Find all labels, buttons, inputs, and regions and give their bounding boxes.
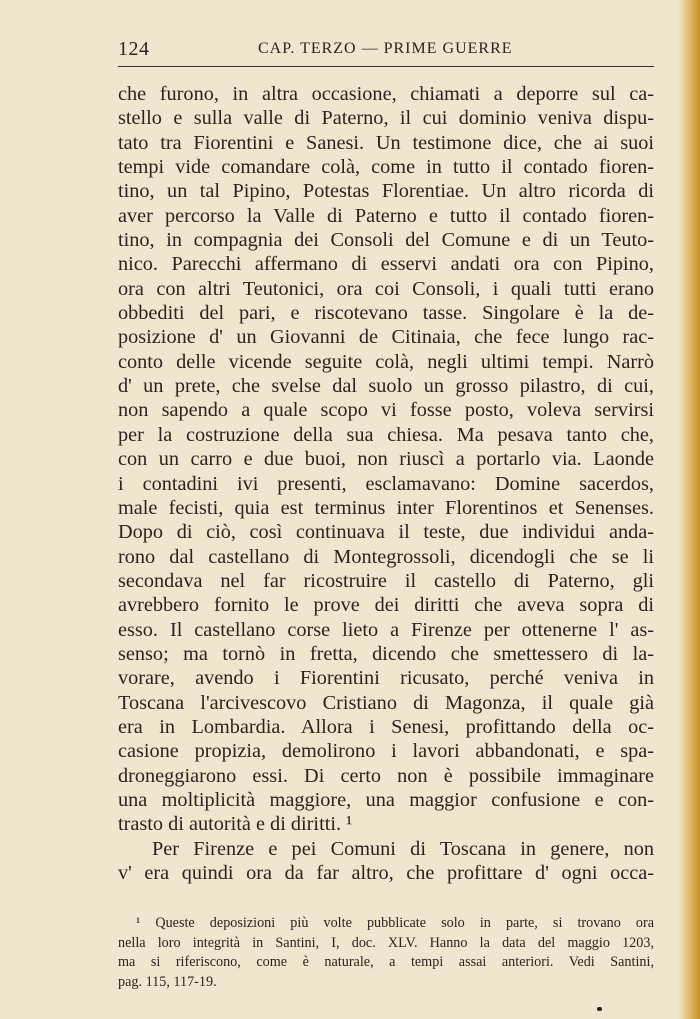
page-edge bbox=[678, 0, 700, 1019]
text-line: stello e sulla valle di Paterno, il cui dominio veniva dispu- bbox=[118, 107, 654, 130]
footnote-line: ¹ Queste deposizioni più volte pubblicate solo in parte, si trovano ora bbox=[136, 915, 654, 931]
text-line: male fecisti, quia est terminus inter Florentinos et Senenses. bbox=[118, 496, 654, 519]
text-line: rono dal castellano di Montegrossoli, dicendogli che se li bbox=[118, 545, 654, 568]
text-line: Dopo di ciò, così continuava il teste, due individui anda- bbox=[118, 521, 654, 544]
text-line: era in Lombardia. Allora i Senesi, profittando della oc- bbox=[118, 715, 654, 738]
text-line: ora con altri Teutonici, ora coi Consoli, i quali tutti erano bbox=[118, 277, 654, 300]
page-number: 124 bbox=[118, 38, 150, 60]
text-line: i contadini ivi presenti, esclamavano: Domine sacerdos, bbox=[118, 472, 654, 495]
text-line: tino, in compagnia dei Consoli del Comune e di un Teuto- bbox=[118, 229, 654, 252]
ink-speck bbox=[597, 1007, 602, 1011]
footnote-line: nella loro integrità in Santini, I, doc. XLV. Hanno la data del maggio 1203, bbox=[118, 934, 654, 951]
footnote-line: pag. 115, 117-19. bbox=[118, 973, 217, 990]
chapter-title: CAP. TERZO — PRIME GUERRE bbox=[258, 40, 513, 57]
text-line: avrebbero fornito le prove dei diritti che aveva sopra di bbox=[118, 594, 654, 617]
text-line: per la costruzione della sua chiesa. Ma pesava tanto che, bbox=[118, 423, 654, 446]
footnotes bbox=[118, 914, 654, 992]
text-line: aver percorso la Valle di Paterno e tutto il contado fioren- bbox=[118, 204, 654, 227]
body-text bbox=[118, 82, 654, 885]
text-line: una moltiplicità maggiore, una maggior confusione e con- bbox=[118, 788, 654, 811]
text-line: Toscana l'arcivescovo Cristiano di Magonza, il quale già bbox=[118, 691, 654, 714]
text-line: tato tra Fiorentini e Sanesi. Un testimone dice, che ai suoi bbox=[118, 131, 654, 154]
text-line: posizione d' un Giovanni de Citinaia, che fece lungo rac- bbox=[118, 326, 654, 349]
text-line: trasto di autorità e di diritti. ¹ bbox=[118, 813, 353, 836]
text-line: non sapendo a quale scopo vi fosse posto, voleva servirsi bbox=[118, 399, 654, 422]
header-rule bbox=[118, 66, 654, 67]
text-line: con un carro e due buoi, non riuscì a portarlo via. Laonde bbox=[118, 448, 654, 471]
text-line: vorare, avendo i Fiorentini ricusato, perché veniva in bbox=[118, 667, 654, 690]
text-line: tempi vide comandare colà, come in tutto il contado fioren- bbox=[118, 156, 654, 179]
text-line: droneggiarono essi. Di certo non è possibile immaginare bbox=[118, 764, 654, 787]
text-line: tino, un tal Pipino, Potestas Florentiae. Un altro ricorda di bbox=[118, 180, 654, 203]
text-line: nico. Parecchi affermano di esservi andati ora con Pipino, bbox=[118, 253, 654, 276]
text-line: casione propizia, demolirono i lavori abbandonati, e spa- bbox=[118, 740, 654, 763]
text-line: v' era quindi ora da far altro, che profittare d' ogni occa- bbox=[118, 862, 654, 884]
running-head bbox=[118, 38, 654, 64]
text-line: Per Firenze e pei Comuni di Toscana in genere, non bbox=[152, 837, 654, 860]
text-line: secondava nel far ricostruire il castello di Paterno, gli bbox=[118, 569, 654, 592]
text-line: esso. Il castellano corse lieto a Firenze per ottenerne l' as- bbox=[118, 618, 654, 641]
text-line: obbediti del pari, e riscotevano tasse. Singolare è la de- bbox=[118, 302, 654, 325]
text-line: che furono, in altra occasione, chiamati a deporre sul ca- bbox=[118, 83, 654, 105]
text-line: senso; ma tornò in fretta, dicendo che smettessero di la- bbox=[118, 642, 654, 665]
footnote-line: ma si riferiscono, come è naturale, a tempi assai anteriori. Vedi Santini, bbox=[118, 954, 654, 970]
text-line: conto delle vicende seguite colà, negli ultimi tempi. Narrò bbox=[118, 350, 654, 373]
text-line: d' un prete, che svelse dal suolo un grosso pilastro, di cui, bbox=[118, 375, 654, 398]
